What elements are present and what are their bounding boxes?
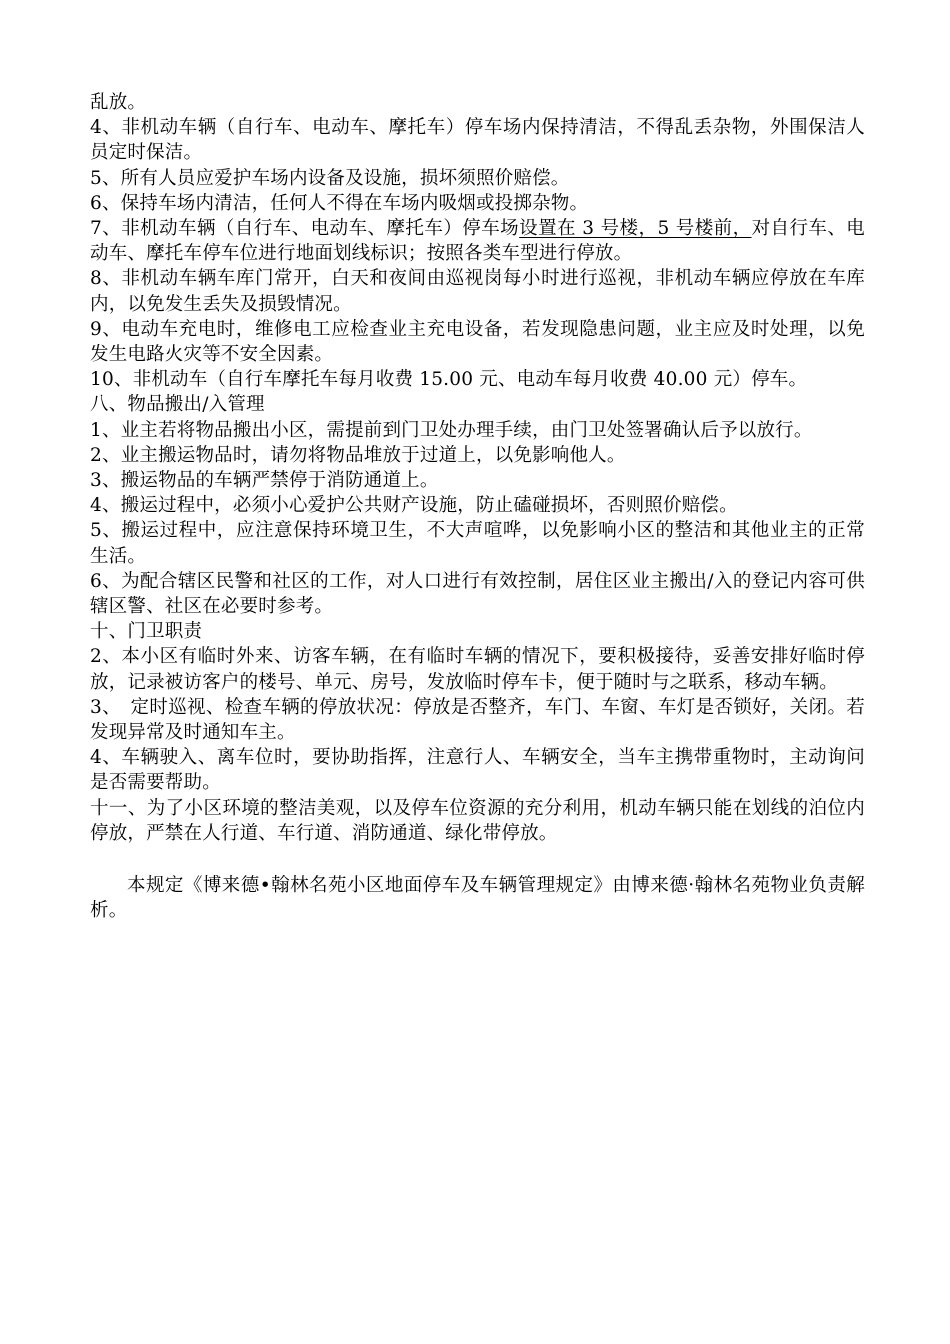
- section10-item-2: 2、本小区有临时外来、访客车辆，在有临时车辆的情况下，要积极接待，妥善安排好临时停放，记录被访客户的楼号、单元、房号，发放临时停车卡，便于随时与之联系，移动车辆。: [90, 646, 865, 693]
- section8-item-5: 5、搬运过程中，应注意保持环境卫生，不大声喧哗，以免影响小区的整洁和其他业主的正常生活。: [90, 520, 865, 567]
- section10-item-4: 4、车辆驶入、离车位时，要协助指挥，注意行人、车辆安全，当车主携带重物时，主动询问是否需要帮助。: [90, 747, 865, 794]
- section8-item-6: 6、为配合辖区民警和社区的工作，对人口进行有效控制，居住区业主搬出/入的登记内容可供辖区警、社区在必要时参考。: [90, 570, 865, 618]
- section7-item-7: [90, 216, 865, 266]
- document-page: [90, 90, 865, 924]
- section10-heading: 十、门卫职责: [90, 621, 203, 643]
- section7-item-4: 4、非机动车辆（自行车、电动车、摩托车）停车场内保持清洁，不得乱丢杂物，外围保洁人员定时保洁。: [90, 117, 865, 164]
- section7-item-10: 10、非机动车（自行车摩托车每月收费 15.00 元、电动车每月收费 40.00 元）停车。: [90, 369, 808, 391]
- section8-heading: 八、物品搬出/入管理: [90, 394, 265, 416]
- section8-item-1: 1、业主若将物品搬出小区，需提前到门卫处办理手续，由门卫处签署确认后予以放行。: [90, 419, 813, 441]
- section8-item-3: 3、搬运物品的车辆严禁停于消防通道上。: [90, 470, 439, 492]
- section7-tail: 乱放。: [90, 92, 147, 113]
- item7-after: 对自行车、电动车、摩托车停车位进行地面划线标识；按照各类车型进行停放。: [90, 218, 866, 265]
- closing-statement: 本规定《博来德•翰林名苑小区地面停车及车辆管理规定》由博来德·翰林名苑物业负责解析。: [90, 875, 865, 922]
- section11-text: 十一、为了小区环境的整洁美观，以及停车位资源的充分利用，机动车辆只能在划线的泊位内停放，严禁在人行道、车行道、消防通道、绿化带停放。: [90, 797, 865, 844]
- section7-item-9: 9、电动车充电时，维修电工应检查业主充电设备，若发现隐患问题，业主应及时处理，以免发生电路火灾等不安全因素。: [90, 318, 865, 366]
- item7-before: 7、非机动车辆（自行车、电动车、摩托车）停车场: [90, 218, 520, 240]
- paragraph-spacer: [90, 846, 865, 873]
- section10-item-3: 3、 定时巡视、检查车辆的停放状况：停放是否整齐，车门、车窗、车灯是否锁好，关闭。若发现异常及时通知车主。: [90, 696, 865, 744]
- section7-item-8: 8、非机动车辆车库门常开，白天和夜间由巡视岗每小时进行巡视，非机动车辆应停放在车库内，以免发生丢失及损毁情况。: [90, 268, 865, 315]
- section8-item-4: 4、搬运过程中，必须小心爱护公共财产设施，防止磕碰损坏，否则照价赔偿。: [90, 495, 738, 517]
- section8-item-2: 2、业主搬运物品时，请勿将物品堆放于过道上，以免影响他人。: [90, 444, 626, 466]
- section7-item-6: 6、保持车场内清洁，任何人不得在车场内吸烟或投掷杂物。: [90, 192, 589, 214]
- section7-item-5: 5、所有人员应爱护车场内设备及设施，损坏须照价赔偿。: [90, 167, 570, 189]
- item7-underlined-location: 设置在 3 号楼，5 号楼前，: [519, 218, 752, 240]
